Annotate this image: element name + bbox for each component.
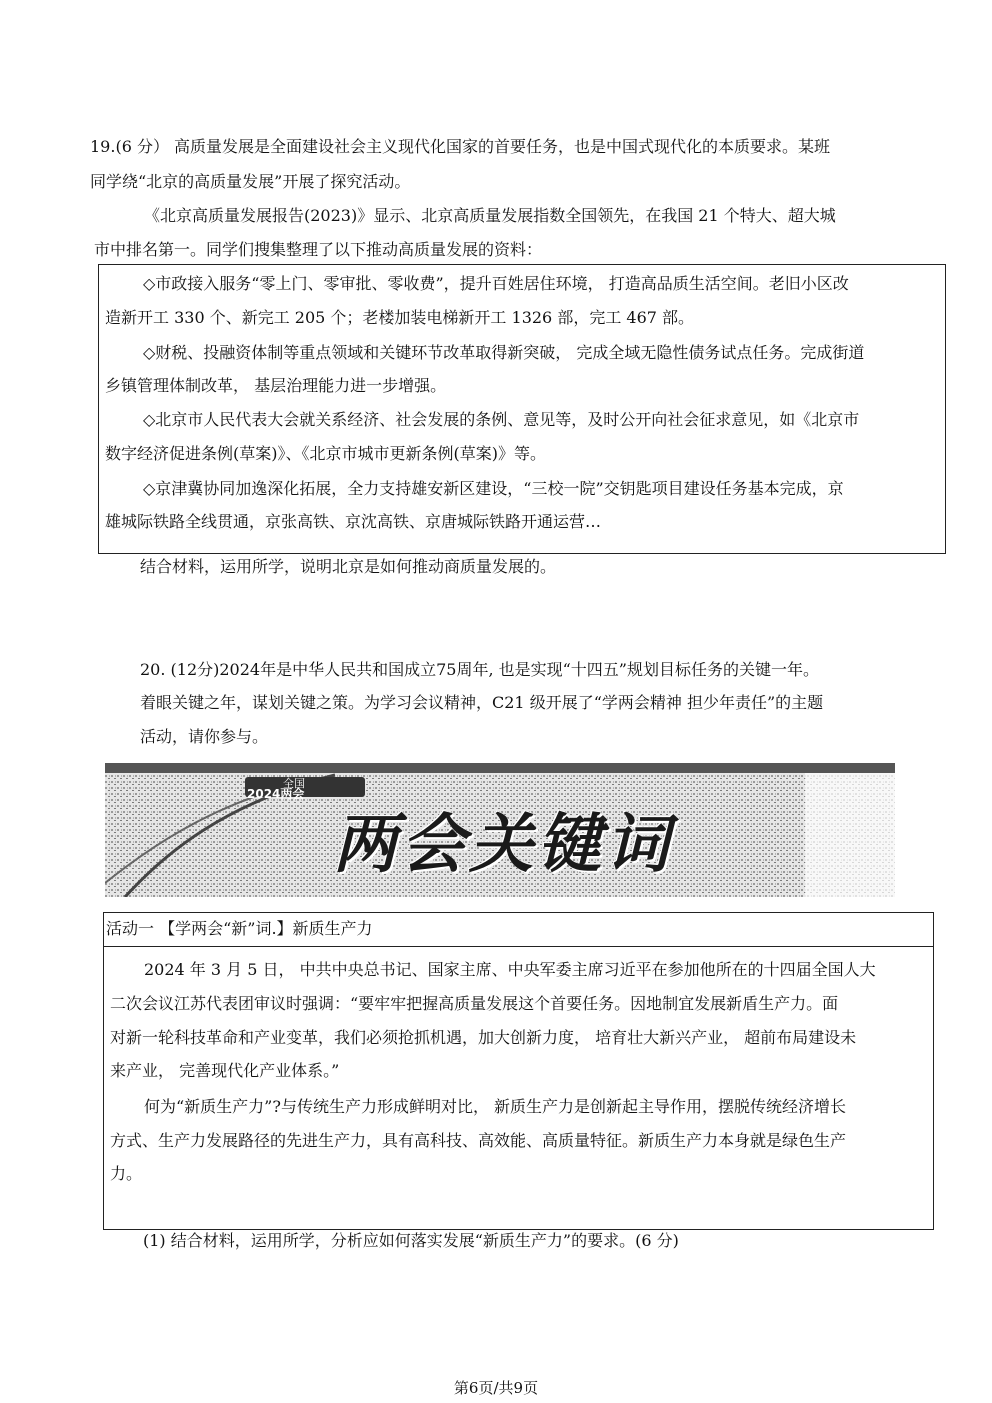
q20-sub-question-1: (1) 结合材料，运用所学，分析应如何落实发展“新质生产力”的要求。(6 分) [143, 1231, 679, 1250]
activity-line: 二次会议江苏代表团审议时强调：“要牢牢把握高质量发展这个首要任务。因地制宜发展新盾生产力。面 [110, 994, 839, 1013]
material-line: ◇京津冀协同加逸深化拓展，全力支持雄安新区建设，“三校一院”交钥匙项目建设任务基本完成，京 [143, 479, 844, 498]
q19-intro-line2: 同学绕“北京的高质量发展”开展了探究活动。 [90, 172, 411, 191]
q19-intro-line3: 《北京高质量发展报告(2023)》显示、北京高质量发展指数全国领先，在我国 21 个特大、超大城 [144, 206, 836, 225]
q19-material-box [98, 264, 946, 554]
activity-line: 对新一轮科技革命和产业变革，我们必须抢抓机遇，加大创新力度， 培育壮大新兴产业， 超前布局建设未 [110, 1028, 857, 1047]
activity-line: 力。 [110, 1164, 143, 1183]
material-line: 雄城际铁路全线贯通，京张高铁、京沈高铁、京唐城际铁路开通运营… [105, 512, 602, 531]
banner-small-year: 2024两会 [247, 787, 305, 801]
activity-line: 方式、生产力发展路径的先进生产力，具有高科技、高效能、高质量特征。新质生产力本身就是绿色生产 [110, 1131, 847, 1150]
activity-line: 何为“新质生产力”?与传统生产力形成鲜明对比， 新质生产力是创新起主导作用，摆脱传统经济增长 [144, 1097, 847, 1116]
q19-intro-line1: 19.(6 分） 高质量发展是全面建设社会主义现代化国家的首要任务，也是中国式现代化的本质要求。某班 [90, 137, 831, 156]
q20-intro-line3: 活动，请你参与。 [140, 727, 269, 746]
q20-intro-line2: 着眼关键之年，谋划关键之策。为学习会议精神，C21 级开展了“学两会精神 担少年责任”的主题 [140, 693, 824, 712]
q20-intro-line1: 20. (12分)2024年是中华人民共和国成立75周年, 也是实现“十四五”规划目标任务的关键一年。 [140, 660, 819, 679]
activity-line: 2024 年 3 月 5 日， 中共中央总书记、国家主席、中央军委主席习近平在参加他所在的十四届全国人大 [144, 960, 876, 979]
material-line: 数字经济促进条例(草案)》、《北京市城市更新条例(草案)》等。 [105, 444, 546, 463]
banner-small-top: 全国 [283, 777, 305, 790]
page-footer: 第6页/共9页 [453, 1379, 539, 1397]
q19-question: 结合材料，运用所学，说明北京是如何推动商质量发展的。 [140, 557, 557, 576]
material-line: ◇北京市人民代表大会就关系经济、社会发展的条例、意见等，及时公开向社会征求意见，如《北京市 [143, 410, 860, 429]
material-line: ◇市政接入服务“零上门、零审批、零收费”，提升百姓居住环境， 打造高品质生活空间。老旧小区改 [143, 274, 849, 293]
activity-divider [104, 946, 933, 947]
activity-line: 来产业， 完善现代化产业体系。” [110, 1061, 340, 1080]
banner-title: 两会关键词 [333, 807, 673, 882]
material-line: 造新开工 330 个、新完工 205 个；老楼加装电梯新开工 1326 部，完工 467 部。 [105, 308, 695, 327]
q19-intro-line4: 市中排名第一。同学们搜集整理了以下推动高质量发展的资料： [94, 240, 543, 259]
activity-header: 活动一 【学两会“新”词.】新质生产力 [106, 919, 373, 938]
material-line: ◇财税、投融资体制等重点领域和关键环节改革取得新突破， 完成全域无隐性债务试点任务。完成街道 [143, 343, 865, 362]
material-line: 乡镇管理体制改革， 基层治理能力进一步增强。 [105, 376, 447, 395]
activity-box [103, 912, 934, 1230]
two-sessions-banner [105, 763, 895, 897]
